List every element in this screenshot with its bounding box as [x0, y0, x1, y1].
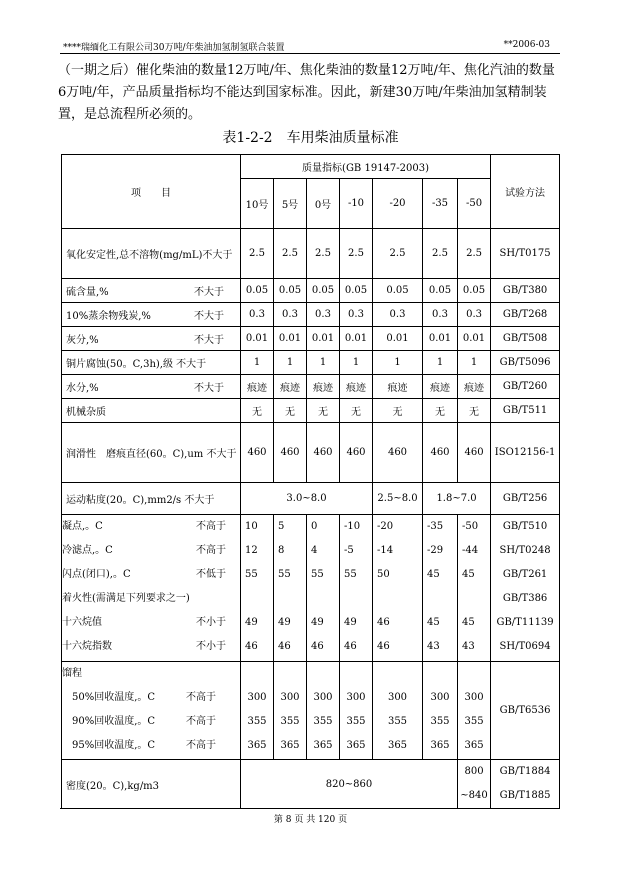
cell-line: GB/T510 [502, 521, 548, 532]
grade-header: -35 [423, 179, 458, 229]
group-value-column [241, 662, 274, 760]
cell-line: 365 [387, 740, 408, 751]
cell-line: 355 [464, 716, 484, 727]
cell-line: -5 [344, 545, 354, 556]
group-label-line [62, 734, 240, 758]
cell-line: 55 [278, 569, 291, 580]
cell-line: 46 [377, 641, 390, 652]
cell: 2.5 [307, 229, 340, 279]
cell-line: -10 [344, 521, 361, 532]
row-label-text: 冷滤点,。C [62, 545, 113, 556]
cell: 3.0~8.0 [241, 483, 373, 515]
cell: 痕迹 [423, 375, 458, 399]
method-cell: ISO12156-1 [491, 423, 560, 483]
cell: 1 [423, 351, 458, 375]
cell: 2.5 [373, 229, 423, 279]
cell-line: 0 [311, 521, 318, 532]
grade-header: 0号 [307, 179, 340, 229]
grade-header: -10 [340, 179, 373, 229]
row-limit: 不高于 [196, 545, 226, 556]
cell-line: 45 [462, 617, 475, 628]
group-value-column [423, 515, 458, 662]
cell-line: GB/T11139 [496, 617, 554, 628]
group-value-column [340, 662, 373, 760]
cell-line: 365 [464, 740, 484, 751]
cell: 0.3 [340, 303, 373, 327]
cell-line: 300 [280, 692, 300, 703]
cell: 痕迹 [274, 375, 307, 399]
cell: 1.8~7.0 [423, 483, 491, 515]
cell-line [377, 587, 422, 611]
cell-line: 45 [427, 617, 440, 628]
method-cell: GB/T260 [491, 375, 560, 399]
cell: 1 [307, 351, 340, 375]
row-limit: 不高于 [186, 740, 216, 751]
density-row [62, 760, 560, 809]
row-label: 氧化安定性,总不溶物(mg/mL)不大于 [62, 229, 241, 279]
cell: 2.5 [423, 229, 458, 279]
cell-line: -35 [427, 521, 444, 532]
table-row [62, 327, 560, 351]
cell-line: 300 [387, 692, 408, 703]
grade-header: -50 [458, 179, 491, 229]
group-method-column [491, 515, 560, 662]
group-value-column [373, 515, 423, 662]
cell: 0.05 [373, 279, 423, 303]
cell: 0.01 [373, 327, 423, 351]
cell: 820~860 [241, 760, 458, 809]
cell-line: 365 [313, 740, 333, 751]
cell-line: 355 [247, 716, 267, 727]
cell-line: 45 [427, 569, 440, 580]
row-limit: 不大于 [194, 335, 224, 346]
table-row [62, 399, 560, 423]
row-limit: 不小于 [196, 641, 226, 652]
cell: 460 [423, 423, 458, 483]
cell-line: 46 [311, 641, 324, 652]
col-item-header: 项 目 [62, 155, 241, 229]
cell-line: 49 [311, 617, 324, 628]
group-label-line [62, 686, 240, 710]
diesel-quality-table [61, 154, 560, 809]
cell: 0.3 [458, 303, 491, 327]
cell: 0.01 [340, 327, 373, 351]
row-label-text: 10%蒸余物残炭,% [66, 311, 151, 322]
cell: 460 [274, 423, 307, 483]
method-cell: GB/T508 [491, 327, 560, 351]
cell-line: 55 [245, 569, 258, 580]
cell: 无 [373, 399, 423, 423]
method-cell: SH/T0175 [491, 229, 560, 279]
cell-spacer [241, 662, 273, 686]
cell-line: 46 [245, 641, 258, 652]
row-label-wrap [66, 331, 238, 346]
cell-line: 365 [430, 740, 450, 751]
group-value-column [307, 515, 340, 662]
row-label-text: 凝点,。C [62, 521, 103, 532]
row-label-text: 硫含量,% [66, 287, 109, 298]
group-label-line [62, 539, 240, 563]
cell: 0.3 [274, 303, 307, 327]
cell-line: 300 [313, 692, 333, 703]
row-label: 密度(20。C),kg/m3 [62, 760, 241, 809]
cell-line: -29 [427, 545, 444, 556]
cell: 460 [307, 423, 340, 483]
cell: 0.01 [241, 327, 274, 351]
header-version: **2006-03 [503, 40, 550, 50]
row-label [62, 327, 241, 351]
cell-line: 43 [462, 641, 475, 652]
table-row [62, 303, 560, 327]
row-label-wrap [66, 307, 238, 322]
cell: 1 [274, 351, 307, 375]
row-label: 运动粘度(20。C),mm2/s 不大于 [62, 483, 241, 515]
cell: 460 [458, 423, 491, 483]
cell-spacer [340, 662, 372, 686]
group-value-column [274, 662, 307, 760]
cell-line: -44 [462, 545, 479, 556]
cell-line: 365 [346, 740, 366, 751]
group-label-line [62, 563, 240, 587]
method-cell: GB/T5096 [491, 351, 560, 375]
row-label-text: 十六烷值 [62, 617, 102, 628]
group-title: 馏程 [62, 668, 82, 679]
cell-line: 800 [464, 766, 484, 777]
cell-spacer [373, 662, 422, 686]
cell-spacer [307, 662, 339, 686]
table-row [62, 229, 560, 279]
cell-line: 43 [427, 641, 440, 652]
row-limit: 不高于 [186, 716, 216, 727]
row-label-text: 十六烷指数 [62, 641, 112, 652]
cell: 无 [241, 399, 274, 423]
row-label: 润滑性 磨痕直径(60。C),um 不大于 [62, 423, 241, 483]
cell: 460 [340, 423, 373, 483]
row-label-text: 95%回收温度,。C [72, 740, 156, 751]
cell-line: 355 [387, 716, 408, 727]
intro-paragraph: （一期之后）催化柴油的数量12万吨/年、焦化柴油的数量12万吨/年、焦化汽油的数量6万吨/年，产品质量指标均不能达到国家标准。因此，新建30万吨/年柴油加氢精制装置，是总流程所必须的。 [58, 63, 555, 122]
cell-line: 355 [346, 716, 366, 727]
method-cell: GB/T380 [491, 279, 560, 303]
cell: 0.05 [241, 279, 274, 303]
cell: 0.01 [423, 327, 458, 351]
cell: 0.3 [241, 303, 274, 327]
cell-line: 49 [344, 617, 357, 628]
cell-line: 10 [245, 521, 258, 532]
row-limit: 不大于 [194, 287, 224, 298]
cell-line [344, 587, 372, 611]
cell: 痕迹 [340, 375, 373, 399]
cell-line: 8 [278, 545, 285, 556]
cell: 1 [373, 351, 423, 375]
row-label: 铜片腐蚀(50。C,3h),级 不大于 [62, 351, 241, 375]
cell-line: 355 [430, 716, 450, 727]
cell-line: ~840 [460, 790, 488, 801]
row-limit: 不高于 [186, 692, 216, 703]
cell: 2.5~8.0 [373, 483, 423, 515]
cell-line: GB/T386 [502, 593, 548, 604]
cell: 0.01 [307, 327, 340, 351]
cell-line: SH/T0248 [499, 545, 551, 556]
cell: 0.05 [340, 279, 373, 303]
cell: 0.05 [307, 279, 340, 303]
row-label-text: 水分,% [66, 383, 99, 394]
cell-line: GB/T261 [502, 569, 548, 580]
cell: 0.05 [458, 279, 491, 303]
group-label-line [62, 515, 240, 539]
row-label-wrap [66, 283, 238, 298]
cell: 0.3 [423, 303, 458, 327]
group-value-column [340, 515, 373, 662]
header-company: ****瑞缅化工有限公司30万吨/年柴油加氢制氢联合装置 [63, 43, 285, 53]
method-cell: GB/T268 [491, 303, 560, 327]
cell-line: 55 [311, 569, 324, 580]
group-label-line [62, 710, 240, 734]
table-row [62, 351, 560, 375]
cell: 无 [458, 399, 491, 423]
footer-divider [60, 808, 560, 809]
cell: 1 [241, 351, 274, 375]
cell-line: -20 [377, 521, 394, 532]
cell: 0.01 [274, 327, 307, 351]
row-label [62, 375, 241, 399]
row-label [62, 303, 241, 327]
cell: 痕迹 [458, 375, 491, 399]
cell-line [245, 587, 273, 611]
cell-line [311, 587, 339, 611]
cell-line: 300 [346, 692, 366, 703]
cell-line: 4 [311, 545, 318, 556]
group-value-column [423, 662, 458, 760]
row-label [62, 279, 241, 303]
cell-spacer [274, 662, 306, 686]
group-value-column [458, 515, 491, 662]
col-method-header: 试验方法 [491, 155, 560, 229]
header-divider [60, 53, 560, 54]
cell-line: 300 [247, 692, 267, 703]
col-quality-header: 质量指标(GB 19147-2003) [241, 155, 491, 179]
row-limit: 不小于 [196, 617, 226, 628]
grade-header: 5号 [274, 179, 307, 229]
cell-line [278, 587, 306, 611]
cell: 无 [423, 399, 458, 423]
cell-line: 355 [280, 716, 300, 727]
table-row [62, 375, 560, 399]
cell-line: 300 [464, 692, 484, 703]
method-cell: GB/T511 [491, 399, 560, 423]
cell: 0.05 [274, 279, 307, 303]
cell-line: 46 [377, 617, 390, 628]
cell-line: 365 [247, 740, 267, 751]
cell: 460 [373, 423, 423, 483]
table-caption: 表1-2-2 车用柴油质量标准 [222, 130, 399, 146]
row-limit: 不大于 [194, 383, 224, 394]
method-cell [491, 760, 560, 809]
group-labels [62, 662, 241, 760]
row-label: 机械杂质 [62, 399, 241, 423]
cell: 2.5 [458, 229, 491, 279]
cell: 0.3 [373, 303, 423, 327]
row-label-wrap [66, 379, 238, 394]
cell-line: 49 [278, 617, 291, 628]
cell: 1 [458, 351, 491, 375]
cell-spacer [458, 662, 490, 686]
viscosity-row [62, 483, 560, 515]
grade-header: -20 [373, 179, 423, 229]
cell-line: 365 [280, 740, 300, 751]
cell: 460 [241, 423, 274, 483]
group1-row [62, 515, 560, 662]
cell: 无 [274, 399, 307, 423]
cell-spacer [423, 662, 457, 686]
cell-line: GB/T1884 [499, 766, 551, 777]
cell: 无 [340, 399, 373, 423]
method-cell: GB/T256 [491, 483, 560, 515]
cell-line: 46 [344, 641, 357, 652]
row-limit: 不低于 [196, 569, 226, 580]
cell: 0.01 [458, 327, 491, 351]
method-cell: GB/T6536 [491, 662, 560, 760]
row-limit: 不大于 [194, 311, 224, 322]
cell-line: 55 [344, 569, 357, 580]
group2-row [62, 662, 560, 760]
group-value-column [241, 515, 274, 662]
cell-line: 45 [462, 569, 475, 580]
cell: 痕迹 [307, 375, 340, 399]
cell: 0.3 [307, 303, 340, 327]
cell-line: -50 [462, 521, 479, 532]
row-label-text: 90%回收温度,。C [72, 716, 156, 727]
group-label-line [62, 587, 240, 611]
cell-line [462, 587, 490, 611]
group-value-column [373, 662, 423, 760]
cell-line: -14 [377, 545, 394, 556]
table-row [62, 423, 560, 483]
cell-line [427, 587, 457, 611]
cell: 1 [340, 351, 373, 375]
group-label-line [62, 635, 240, 659]
cell-line: 5 [278, 521, 285, 532]
group-value-column [458, 662, 491, 760]
cell: 痕迹 [373, 375, 423, 399]
cell: 0.05 [423, 279, 458, 303]
table-row [62, 279, 560, 303]
group-labels [62, 515, 241, 662]
cell-line: 300 [430, 692, 450, 703]
group-value-column [274, 515, 307, 662]
cell: 2.5 [241, 229, 274, 279]
cell: 2.5 [274, 229, 307, 279]
grade-header: 10号 [241, 179, 274, 229]
cell-line: 49 [245, 617, 258, 628]
cell: 无 [307, 399, 340, 423]
group-label-line [62, 611, 240, 635]
row-label-text: 着火性(需满足下列要求之一) [62, 593, 190, 604]
header-row-1 [62, 155, 560, 179]
cell-line: 355 [313, 716, 333, 727]
page-footer: 第 8 页 共 120 页 [273, 815, 348, 825]
cell: 痕迹 [241, 375, 274, 399]
cell-line: 12 [245, 545, 258, 556]
cell-line: 46 [278, 641, 291, 652]
cell-line: SH/T0694 [499, 641, 551, 652]
group-value-column [307, 662, 340, 760]
row-label-text: 50%回收温度,。C [72, 692, 156, 703]
cell: 2.5 [340, 229, 373, 279]
cell-line: GB/T1885 [499, 790, 551, 801]
simple-rows [62, 229, 560, 483]
cell-density-range [458, 760, 491, 809]
row-label-text: 灰分,% [66, 335, 99, 346]
cell-line: 50 [377, 569, 390, 580]
row-limit: 不高于 [196, 521, 226, 532]
row-label-text: 闪点(闭口),。C [62, 569, 131, 580]
